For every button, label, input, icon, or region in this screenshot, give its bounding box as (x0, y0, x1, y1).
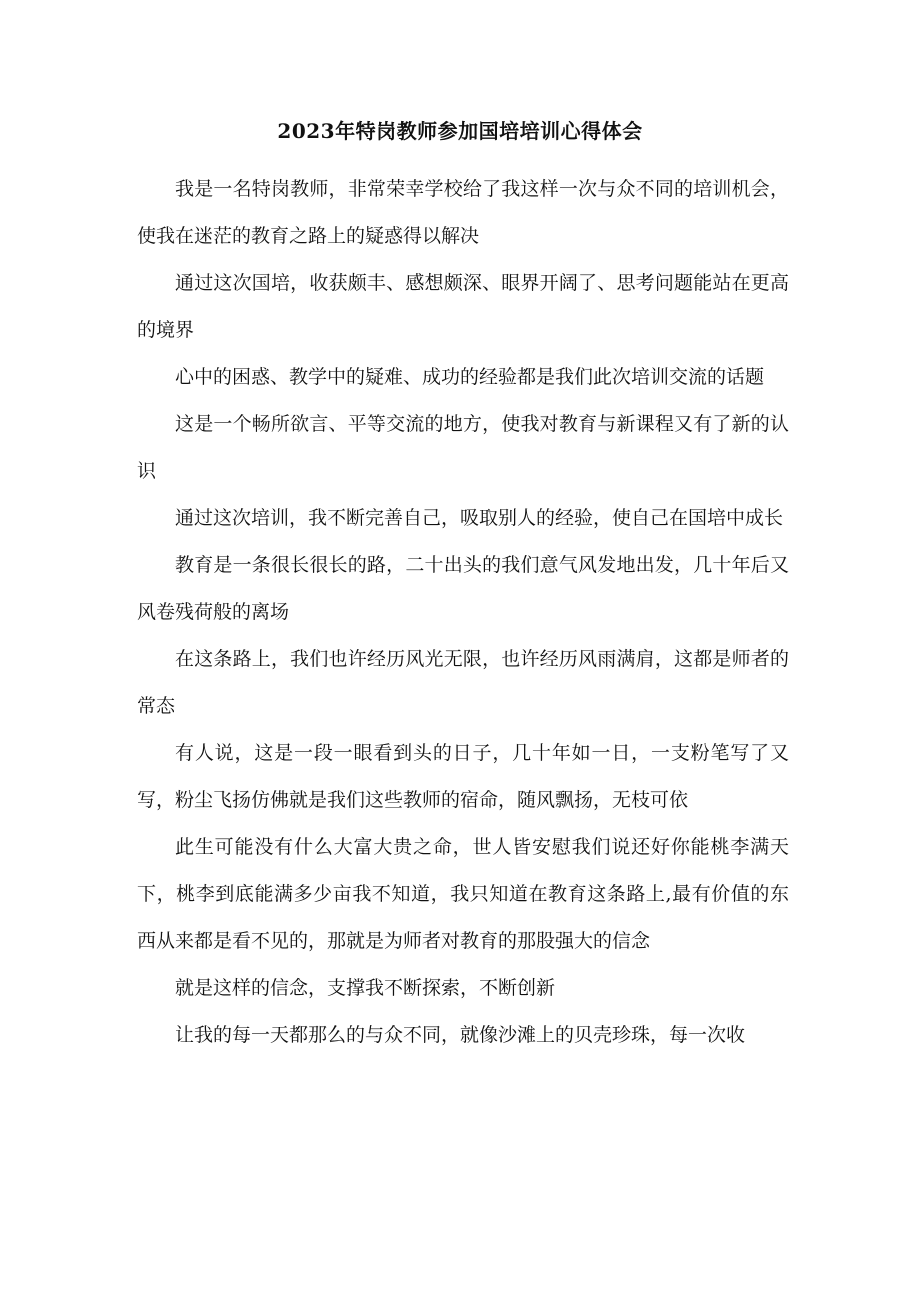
paragraph: 通过这次培训，我不断完善自己，吸取别人的经验，使自己在国培中成长 (175, 507, 784, 529)
paragraph: 让我的每一天都那么的与众不同，就像沙滩上的贝壳珍珠，每一次收 (175, 1024, 746, 1046)
paragraph: 心中的困惑、教学中的疑难、成功的经验都是我们此次培训交流的话题 (175, 366, 765, 388)
paragraph: 此生可能没有什么大富大贵之命，世人皆安慰我们说还好你能桃李满天下，桃李到底能满多少亩我不知道，我只知道在教育这条路上,最有价值的东西从来都是看不见的，那就是为师者对教育的那股强大的信念 (137, 836, 789, 952)
paragraph: 就是这样的信念，支撑我不断探索，不断创新 (175, 977, 556, 999)
paragraph: 通过这次国培，收获颇丰、感想颇深、眼界开阔了、思考问题能站在更高的境界 (137, 272, 789, 341)
paragraph: 我是一名特岗教师，非常荣幸学校给了我这样一次与众不同的培训机会，使我在迷茫的教育之路上的疑惑得以解决 (137, 178, 789, 247)
document-body (137, 166, 789, 1059)
paragraph: 这是一个畅所欲言、平等交流的地方，使我对教育与新课程又有了新的认识 (137, 413, 789, 482)
paragraph: 有人说，这是一段一眼看到头的日子，几十年如一日，一支粉笔写了又写，粉尘飞扬仿佛就是我们这些教师的宿命，随风飘扬，无枝可依 (137, 742, 789, 811)
paragraph: 在这条路上，我们也许经历风光无限，也许经历风雨满肩，这都是师者的常态 (137, 648, 789, 717)
document-title: 2023年特岗教师参加国培培训心得体会 (277, 119, 643, 143)
paragraph: 教育是一条很长很长的路，二十出头的我们意气风发地出发，几十年后又风卷残荷般的离场 (137, 554, 789, 623)
